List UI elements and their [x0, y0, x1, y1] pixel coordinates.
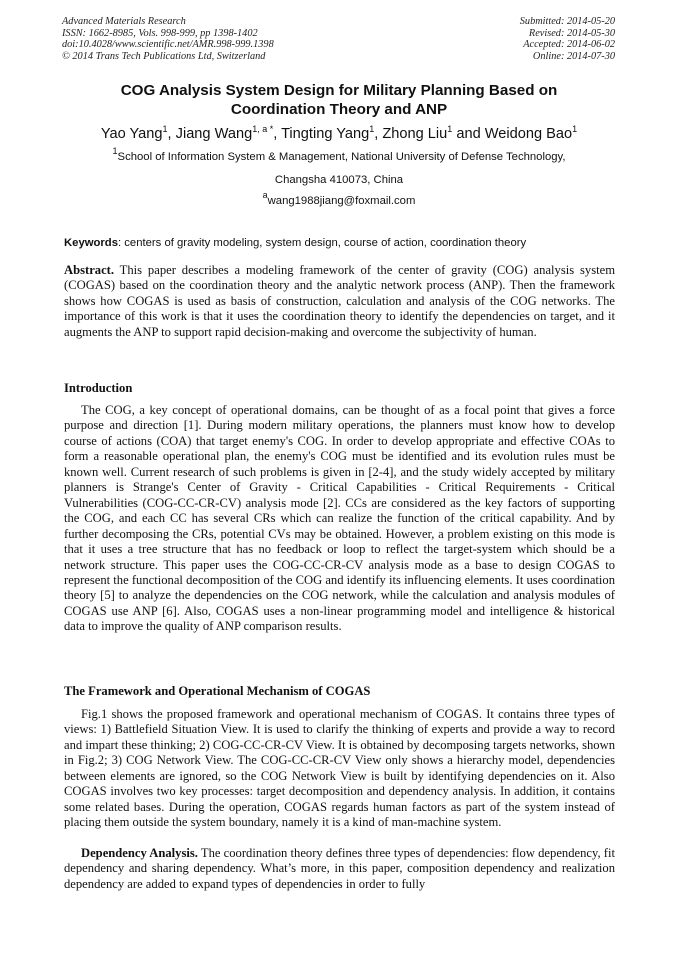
author-separator: and: [452, 126, 485, 142]
affiliation-text: School of Information System & Management, National University of Defense Technology,: [117, 151, 566, 163]
author-name: Weidong Bao: [484, 126, 573, 142]
online-date: Online: 2014-07-30: [532, 50, 615, 62]
abstract-paragraph: [64, 263, 615, 340]
author-name: Yao Yang: [100, 126, 163, 142]
author-separator: ,: [374, 126, 383, 142]
journal-name: Advanced Materials Research: [62, 16, 186, 27]
affiliation-line-2: Changsha 410073, China: [274, 174, 404, 186]
copyright-line: © 2014 Trans Tech Publications Ltd, Switzerland: [62, 50, 266, 62]
submitted-date: Submitted: 2014-05-20: [519, 16, 615, 27]
issn-line: ISSN: 1662-8985, Vols. 998-999, pp 1398-1402: [62, 27, 258, 39]
introduction-paragraph: The COG, a key concept of operational domains, can be thought of as a focal point that gives a force purpose and direction [1]. During modern military operations, the planners must know how to develop course of actions (COA) that target enemy's COG. In order to develop appropriate and effective COAs to form a reasonable operational plan, the enemy's COG must be identified and its evolution rules must be known well. Current research of such problems is given in [2-4], and the study widely accepted by military planners is Strange's Center of Gravity - Critical Capabilities - Critical Requirements - Critical Vulnerabilities (COG-CC-CR-CV) analysis mode [2]. CCs are considered as the key factors of supporting the COG, and each CC has several CRs which can realize the function of the critical capability. And by further decomposing the CRs, potential CVs may be obtained. However, a problem existing on this mode is that it uses a tree structure that has no feedback or loop to reflect the target-system which should be a network structure. This paper uses the COG-CC-CR-CV analysis mode as a base to design COGAS to represent the functional decomposition of the COG and identify its influencing elements. It uses coordination theory [5] to analyze the dependencies on the COG network, while the calculation and analysis modules of COGAS use ANP [6]. Also, COGAS uses a non-linear programming model and intelligence & historical data to improve the quality of ANP comparison results.: [64, 403, 615, 634]
framework-heading: The Framework and Operational Mechanism of COGAS: [64, 684, 371, 698]
author-name: Zhong Liu: [382, 126, 448, 142]
journal-info: [62, 16, 274, 62]
author-affil-sup: 1: [162, 124, 168, 134]
keywords-text: : centers of gravity modeling, system design, course of action, coordination theory: [118, 237, 527, 249]
title-line-1: COG Analysis System Design for Military Planning Based on: [120, 82, 558, 99]
author-affil-sup: 1, a *: [252, 124, 274, 134]
author-separator: ,: [273, 126, 282, 142]
affiliation-sup: 1: [112, 146, 118, 156]
keywords-label: Keywords: [64, 237, 118, 249]
framework-paragraph: Fig.1 shows the proposed framework and operational mechanism of COGAS. It contains three types of views: 1) Battlefield Situation View. It is used to clarify the thinking of experts and provide a way to record and impart these thinking; 2) COG-CC-CR-CV View. It is obtained by decomposing targets networks, shown in Fig.2; 3) COG Network View. The COG-CC-CR-CV View only shows a hierarchy model, dependencies between elements are ignored, so the COG Network View is built by identifying dependencies on it. Also COGAS involves two key processes: target decomposition and dependency analysis. In addition, it contains some related bases. During the operation, COGAS regards human factors as part of the system instead of placing them outside the system boundary, namely it is a kind of man-machine system.: [64, 707, 615, 830]
author-name: Tingting Yang: [281, 126, 370, 142]
paper-title: [40, 81, 638, 119]
author-separator: ,: [167, 126, 176, 142]
author-list: [30, 125, 648, 143]
author-affil-sup: 1: [447, 124, 453, 134]
email-line: [40, 190, 638, 208]
author-affil-sup: 1: [369, 124, 375, 134]
abstract-label: Abstract.: [64, 263, 115, 277]
author-affil-sup: 1: [572, 124, 578, 134]
accepted-date: Accepted: 2014-06-02: [523, 39, 615, 50]
title-line-2: Coordination Theory and ANP: [230, 101, 448, 118]
affiliation-line-1: [40, 146, 638, 164]
revised-date: Revised: 2014-05-30: [528, 27, 615, 39]
author-email: wang1988jiang@foxmail.com: [267, 195, 416, 207]
dependency-analysis-paragraph: [64, 846, 615, 892]
keywords: [64, 236, 624, 250]
abstract-text: This paper describes a modeling framework of the center of gravity (COG) analysis system (COGAS) based on the coordination theory and the analytic network process (ANP). Then the framework shows how COGAS is used as basis of construction, calculation and analysis of the COG networks. The importance of this work is that it uses the coordination theory to identify the dependencies on target, and it augments the ANP to support rapid decision-making and overcome the subjectivity of human.: [64, 263, 615, 339]
publication-dates: [520, 16, 615, 62]
email-sup: a: [262, 190, 268, 200]
author-name: Jiang Wang: [175, 126, 253, 142]
dependency-analysis-text: The coordination theory defines three types of dependencies: flow dependency, fit dependency and sharing dependency. What’s more, in this paper, composition dependency and realization dependency are added to expand types of dependencies in order to fully: [64, 846, 615, 891]
introduction-heading: Introduction: [64, 381, 133, 395]
doi-line: doi:10.4028/www.scientific.net/AMR.998-999.1398: [62, 39, 274, 50]
dependency-analysis-label: Dependency Analysis.: [81, 846, 198, 860]
